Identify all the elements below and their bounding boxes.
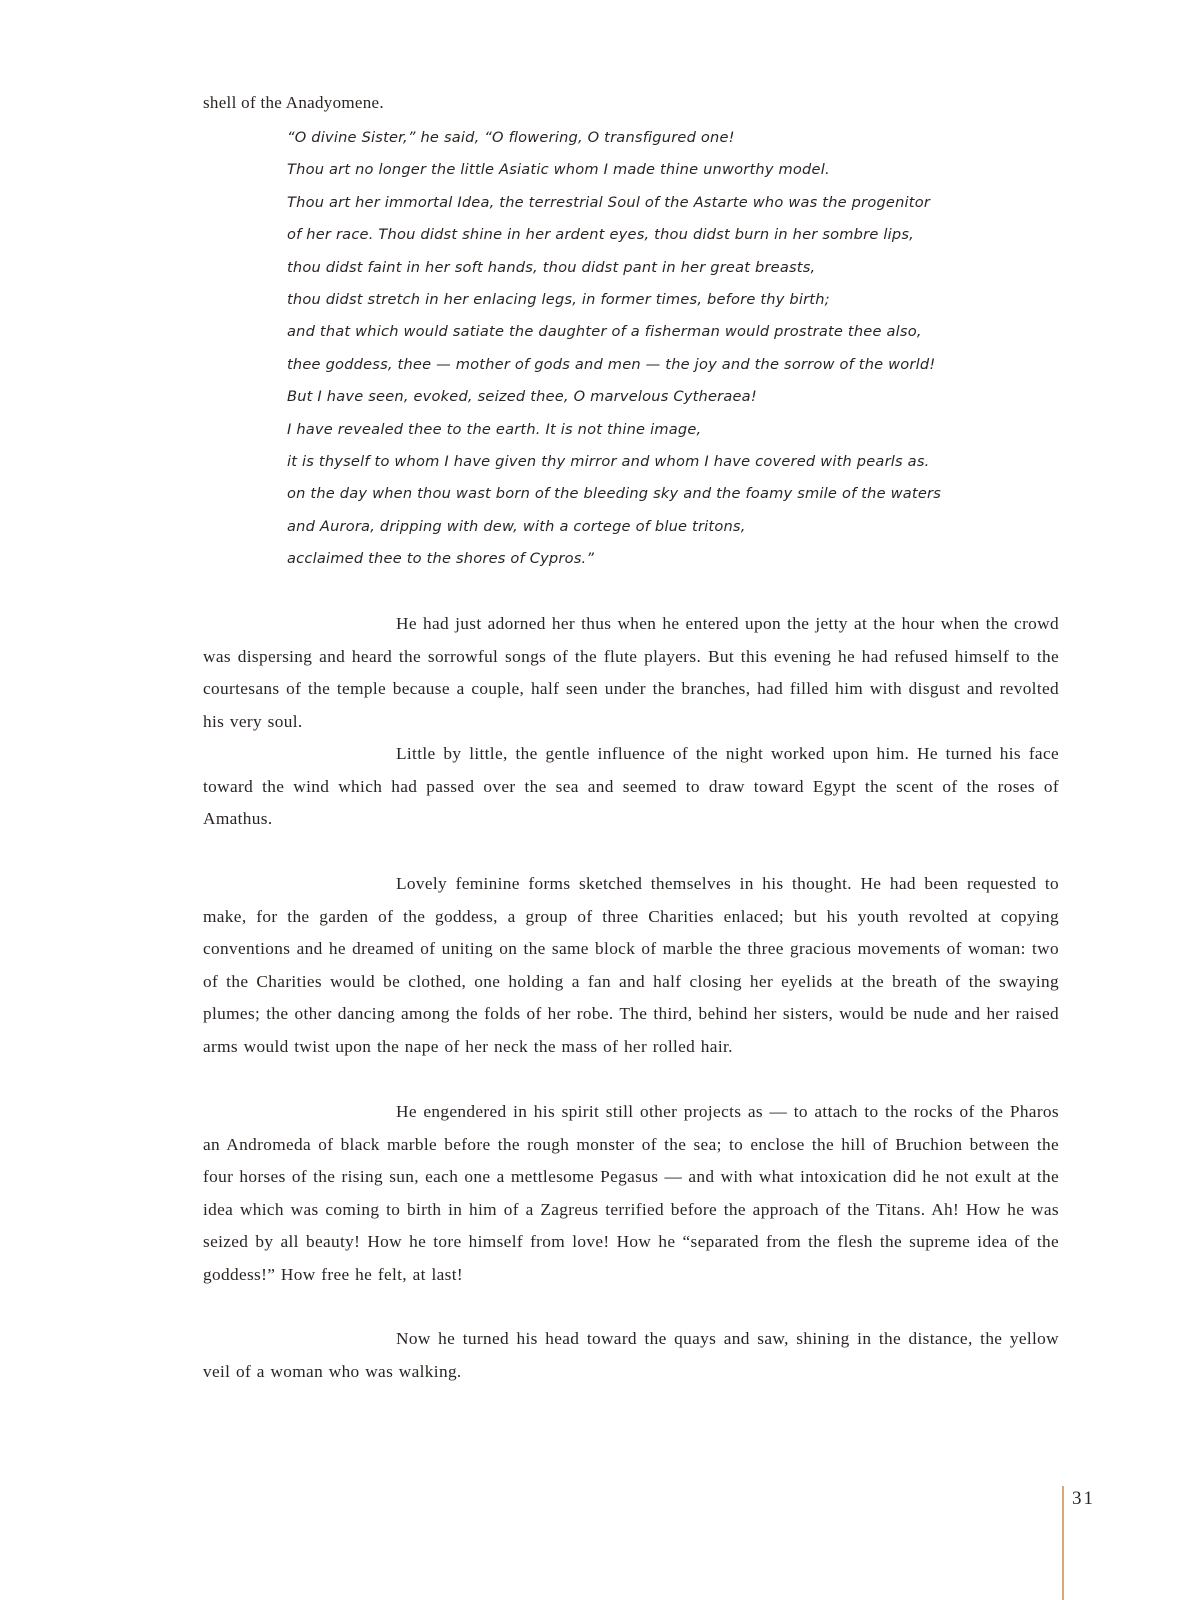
poem-line: Thou art her immortal Idea, the terrestrial Soul of the Astarte who was the progenitor [287,193,931,211]
page-number: 31 [1072,1488,1095,1509]
poem-line: of her race. Thou didst shine in her ardent eyes, thou didst burn in her sombre lips, [287,226,914,244]
poem-line: and Aurora, dripping with dew, with a cortege of blue tritons, [287,517,746,535]
paragraph [203,608,1059,738]
paragraph-text: Little by little, the gentle influence of the night worked upon him. He turned his face toward the wind which had passed over the sea and seemed to draw toward Egypt the scent of the roses of Amathus. [203,744,1059,828]
opening-line: shell of the Anadyomene. [203,93,384,112]
paragraph [203,868,1059,1063]
poem-line: thee goddess, thee — mother of gods and men — the joy and the sorrow of the world! [287,355,936,373]
paragraph-text: Now he turned his head toward the quays and saw, shining in the distance, the yellow veil of a woman who was walking. [203,1329,1059,1381]
poem-line: thou didst stretch in her enlacing legs, in former times, before thy birth; [287,290,830,308]
poem-line: Thou art no longer the little Asiatic whom I made thine unworthy model. [287,161,830,179]
poem-block [287,122,1067,575]
page-number-rule [1062,1486,1064,1600]
paragraph-text: Lovely feminine forms sketched themselves in his thought. He had been requested to make, for the garden of the goddess, a group of three Charities enlaced; but his youth revolted at copying conventions and he dreamed of uniting on the same block of marble the three gracious movements of woman: two of the Charities would be clothed, one holding a fan and half closing her eyelids at the breath of the swaying plumes; the other dancing among the folds of her robe. The third, behind her sisters, would be nude and her raised arms would twist upon the nape of her neck the mass of her rolled hair. [203,874,1059,1056]
paragraph [203,1096,1059,1291]
paragraph [203,1323,1059,1388]
poem-line: it is thyself to whom I have given thy mirror and whom I have covered with pearls as. [287,452,930,470]
poem-line: “O divine Sister,” he said, “O flowering, O transfigured one! [287,129,735,146]
poem-line: But I have seen, evoked, seized thee, O marvelous Cytheraea! [287,388,757,406]
poem-line: thou didst faint in her soft hands, thou didst pant in her great breasts, [287,258,816,276]
poem-line: and that which would satiate the daughter of a fisherman would prostrate thee also, [287,323,922,341]
poem-line: I have revealed thee to the earth. It is not thine image, [287,420,702,438]
paragraph-text: He had just adorned her thus when he entered upon the jetty at the hour when the crowd was dispersing and heard the sorrowful songs of the flute players. But this evening he had refused himself to the courtesans of the temple because a couple, half seen under the branches, had filled him with disgust and revolted his very soul. [203,614,1059,731]
paragraph [203,738,1059,836]
paragraph-text: He engendered in his spirit still other projects as — to attach to the rocks of the Pharos an Andromeda of black marble before the rough monster of the sea; to enclose the hill of Bruchion between the four horses of the rising sun, each one a mettlesome Pegasus — and with what intoxication did he not exult at the idea which was coming to birth in him of a Zagreus terrified before the approach of the Titans. Ah! How he was seized by all beauty! How he tore himself from love! How he “separated from the flesh the supreme idea of the goddess!” How free he felt, at last! [203,1102,1059,1284]
poem-line: acclaimed thee to the shores of Cypros.” [287,550,595,568]
poem-line: on the day when thou wast born of the bleeding sky and the foamy smile of the waters [287,485,942,503]
